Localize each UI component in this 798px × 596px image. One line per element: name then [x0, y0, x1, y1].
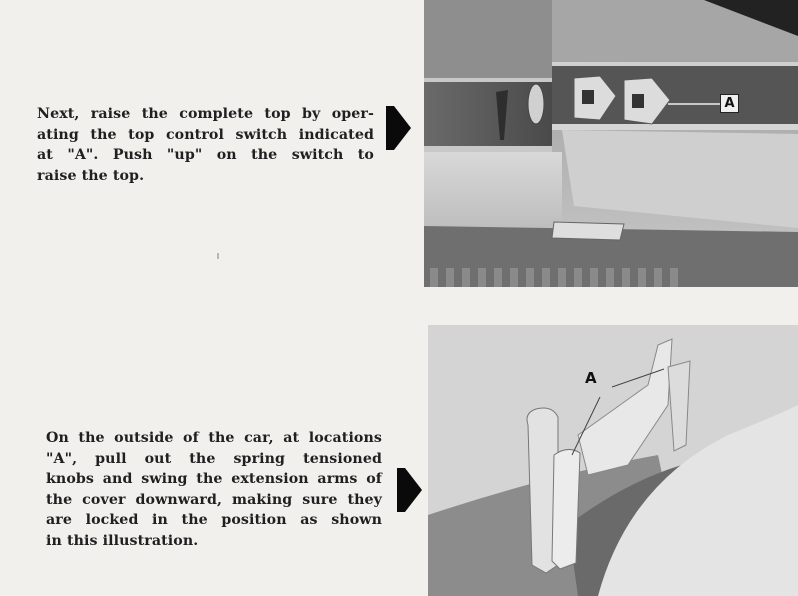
text-line: the cover downward, making sure they — [46, 491, 382, 508]
text-line: are locked in the position as shown — [46, 512, 382, 528]
callout-label-a: A — [720, 94, 739, 113]
paper-speck — [217, 253, 219, 259]
right-arrow-icon — [385, 104, 411, 152]
figure-top-control-switch — [424, 0, 798, 287]
text-line: "A", pull out the spring tensioned — [46, 450, 382, 467]
text-line: at "A". Push "up" on the switch to — [37, 147, 374, 163]
text-line: Next, raise the complete top by oper- — [37, 106, 374, 122]
text-line: in this illustration. — [46, 532, 199, 549]
text-line: raise the top. — [37, 167, 145, 184]
figure-extension-arms — [428, 325, 798, 596]
text-line: ating the top control switch indicated — [37, 126, 374, 143]
right-arrow-icon — [396, 466, 422, 514]
text-line: On the outside of the car, at locations — [46, 430, 382, 446]
text-line: knobs and swing the extension arms of — [46, 471, 382, 487]
instruction-extension-arms — [46, 428, 382, 551]
instruction-raise-top — [37, 104, 374, 186]
callout-label-a: A — [585, 369, 597, 387]
